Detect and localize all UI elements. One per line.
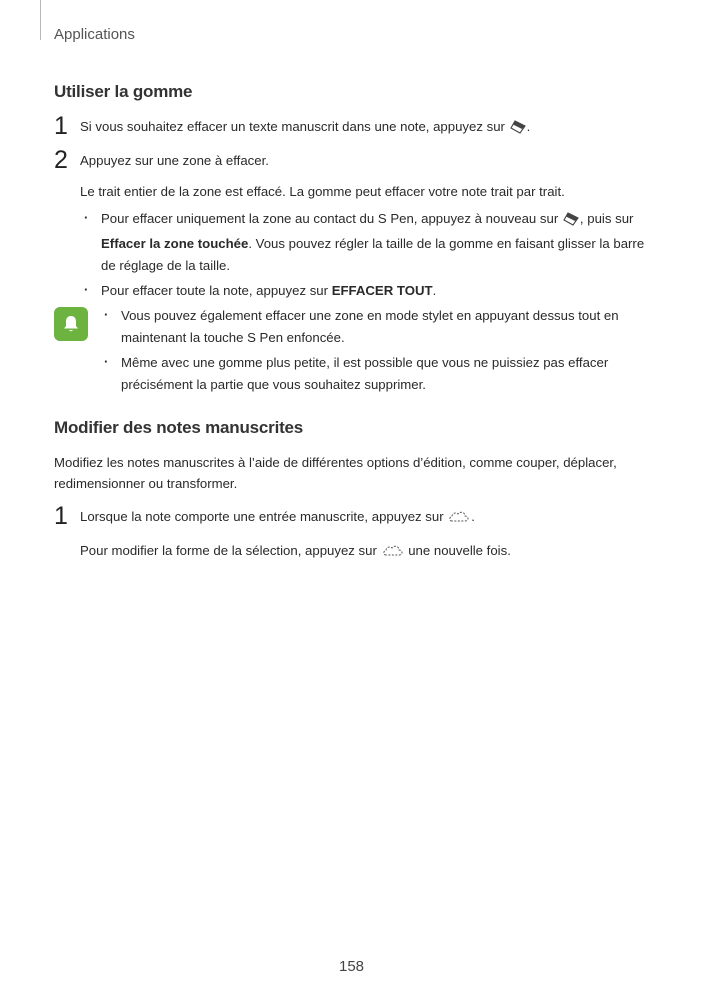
step-text: Si vous souhaitez effacer un texte manuscrit dans une note, appuyez sur (80, 119, 505, 134)
eraser-icon (510, 119, 526, 141)
list-item: · Pour effacer uniquement la zone au contact du S Pen, appuyez à nouveau sur , puis sur Effacer la zone touchée. Vous pouvez régler la taille de la gomme en faisant glisser la barre de réglage de la taille. (80, 208, 654, 277)
edit-followup: Pour modifier la forme de la sélection, appuyez sur une nouvelle fois. (80, 540, 654, 565)
bell-icon (54, 307, 88, 341)
edit-intro: Modifiez les notes manuscrites à l’aide de différentes options d’édition, comme couper, déplacer, redimensionner ou transformer. (54, 455, 617, 491)
eraser-bullets (80, 208, 654, 302)
note-item: · Vous pouvez également effacer une zone en mode stylet en appuyant dessus tout en maintenant la touche S Pen enfoncée. (100, 305, 654, 349)
step-number: 1 (54, 502, 68, 530)
eraser-section-title: Utiliser la gomme (54, 82, 193, 101)
page-content (54, 82, 654, 570)
note-item: · Même avec une gomme plus petite, il est possible que vous ne puissiez pas effacer précisément la partie que vous souhaitez supprimer. (100, 352, 654, 396)
list-item: · Pour effacer toute la note, appuyez sur EFFACER TOUT. (80, 280, 654, 302)
eraser-step-2 (54, 146, 654, 174)
eraser-icon (563, 211, 579, 233)
edit-step-1: 1 Lorsque la note comporte une entrée manuscrite, appuyez sur . (54, 502, 475, 530)
step-number: 2 (54, 146, 68, 174)
margin-rule (40, 0, 41, 40)
step-number: 1 (54, 112, 68, 140)
eraser-step-1: 1 Si vous souhaitez effacer un texte manuscrit dans une note, appuyez sur . (54, 112, 531, 140)
option-label: EFFACER TOUT (331, 283, 433, 298)
step-text: Appuyez sur une zone à effacer. (80, 153, 269, 168)
lasso-select-icon (448, 509, 470, 531)
edit-section-title: Modifier des notes manuscrites (54, 418, 304, 437)
eraser-explanation: Le trait entier de la zone est effacé. La gomme peut effacer votre note trait par trait. (80, 184, 565, 199)
step-text: Lorsque la note comporte une entrée manuscrite, appuyez sur (80, 509, 444, 524)
page-number: 158 (338, 958, 365, 975)
option-label: Effacer la zone touchée (101, 236, 249, 251)
note-box (54, 305, 654, 396)
lasso-select-icon (382, 543, 404, 565)
section-header: Applications (54, 26, 135, 43)
edit-section (54, 418, 654, 565)
